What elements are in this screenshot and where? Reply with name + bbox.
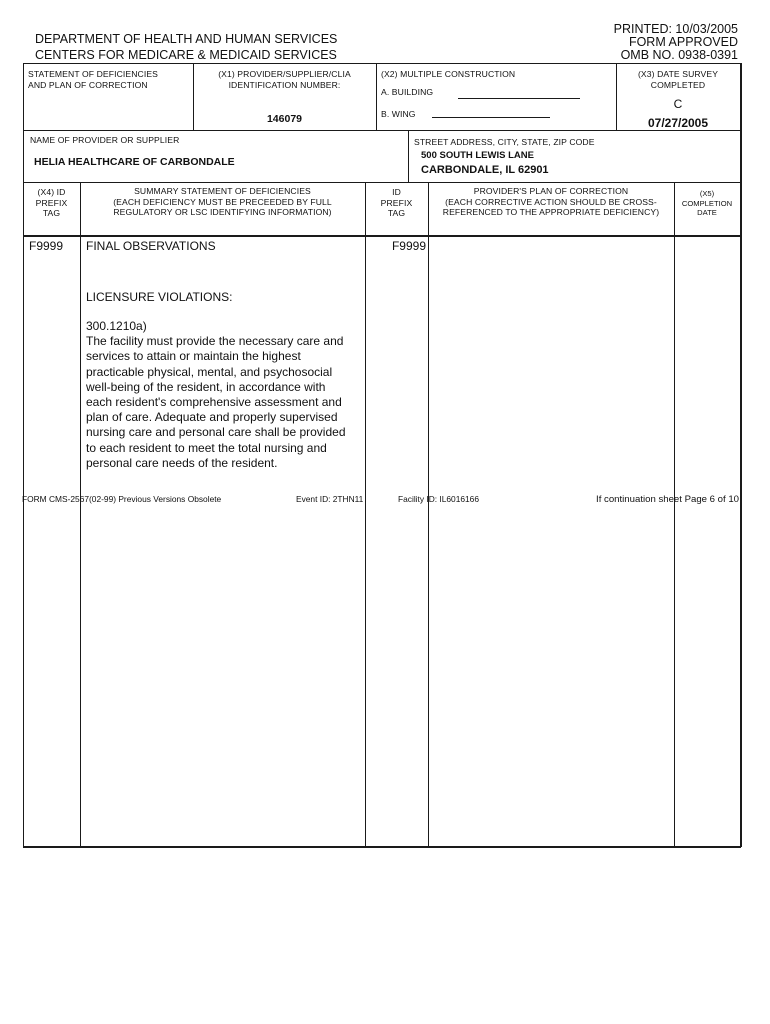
id-prefix-header: ID PREFIX TAG [380,187,413,218]
survey-date-label: (X3) DATE SURVEY COMPLETED [637,69,719,90]
omb-number: OMB NO. 0938-0391 [620,48,738,62]
plan-header: PROVIDER'S PLAN OF CORRECTION (EACH CORRECTIVE ACTION SHOULD BE CROSS- REFERENCED TO THE APPROPRIATE DEFICIENCY) [442,186,660,217]
statement-label: STATEMENT OF DEFICIENCIES AND PLAN OF CORRECTION [28,69,158,90]
text-line: nursing care and personal care shall be provided [86,425,346,440]
wing-label: B. WING [381,109,416,119]
licensure-heading: LICENSURE VIOLATIONS: [86,290,233,304]
text-line: The facility must provide the necessary care and [86,334,344,349]
text-line: well-being of the resident, in accordance with [86,379,326,394]
deficiency-title: FINAL OBSERVATIONS [86,239,216,253]
text-line: practicable physical, mental, and psychosocial [86,364,333,379]
text-line: to each resident to meet the total nursing and [86,440,327,455]
provider-id-label: (X1) PROVIDER/SUPPLIER/CLIA IDENTIFICATION NUMBER: [218,69,351,90]
form-approved: FORM APPROVED [628,35,738,49]
x4-prefix-header: (X4) ID PREFIX TAG [35,187,68,218]
text-line: services to attain or maintain the highest [86,349,301,364]
deficiency-text [86,319,364,471]
text-line: each resident's comprehensive assessment and [86,395,342,410]
regulation-code: 300.1210a) [86,319,147,333]
address-label: STREET ADDRESS, CITY, STATE, ZIP CODE [414,137,595,147]
prefix-tag: F9999 [29,239,64,253]
page-number: If continuation sheet Page 6 of 10 [596,494,739,505]
multiple-construction-label: (X2) MULTIPLE CONSTRUCTION [381,69,516,79]
facility-id: Facility ID: IL6016166 [398,494,480,504]
id-tag: F9999 [391,239,426,253]
survey-date: 07/27/2005 [647,116,709,130]
text-line: plan of care. Adequate and properly supervised [86,410,338,425]
summary-header: SUMMARY STATEMENT OF DEFICIENCIES (EACH DEFICIENCY MUST BE PRECEEDED BY FULL REGULATORY OR LSC IDENTIFYING INFORMATION) [113,186,332,217]
event-id: Event ID: 2THN11 [296,494,364,504]
completion-date-header: (X5) COMPLETION DATE [681,189,733,217]
text-line: personal care needs of the resident. [86,455,278,470]
survey-code: C [673,97,683,111]
printed-date: PRINTED: 10/03/2005 [613,22,738,36]
address-city: CARBONDALE, IL 62901 [421,164,549,176]
provider-id-value: 146079 [266,113,303,125]
provider-name: HELIA HEALTHCARE OF CARBONDALE [34,156,235,168]
agency-name: CENTERS FOR MEDICARE & MEDICAID SERVICES [35,48,337,62]
address-street: 500 SOUTH LEWIS LANE [421,150,534,161]
department-name: DEPARTMENT OF HEALTH AND HUMAN SERVICES [35,32,338,46]
provider-name-label: NAME OF PROVIDER OR SUPPLIER [30,135,180,145]
form-footer: FORM CMS-2567(02-99) Previous Versions Obsolete [22,494,222,504]
building-label: A. BUILDING [381,87,434,97]
